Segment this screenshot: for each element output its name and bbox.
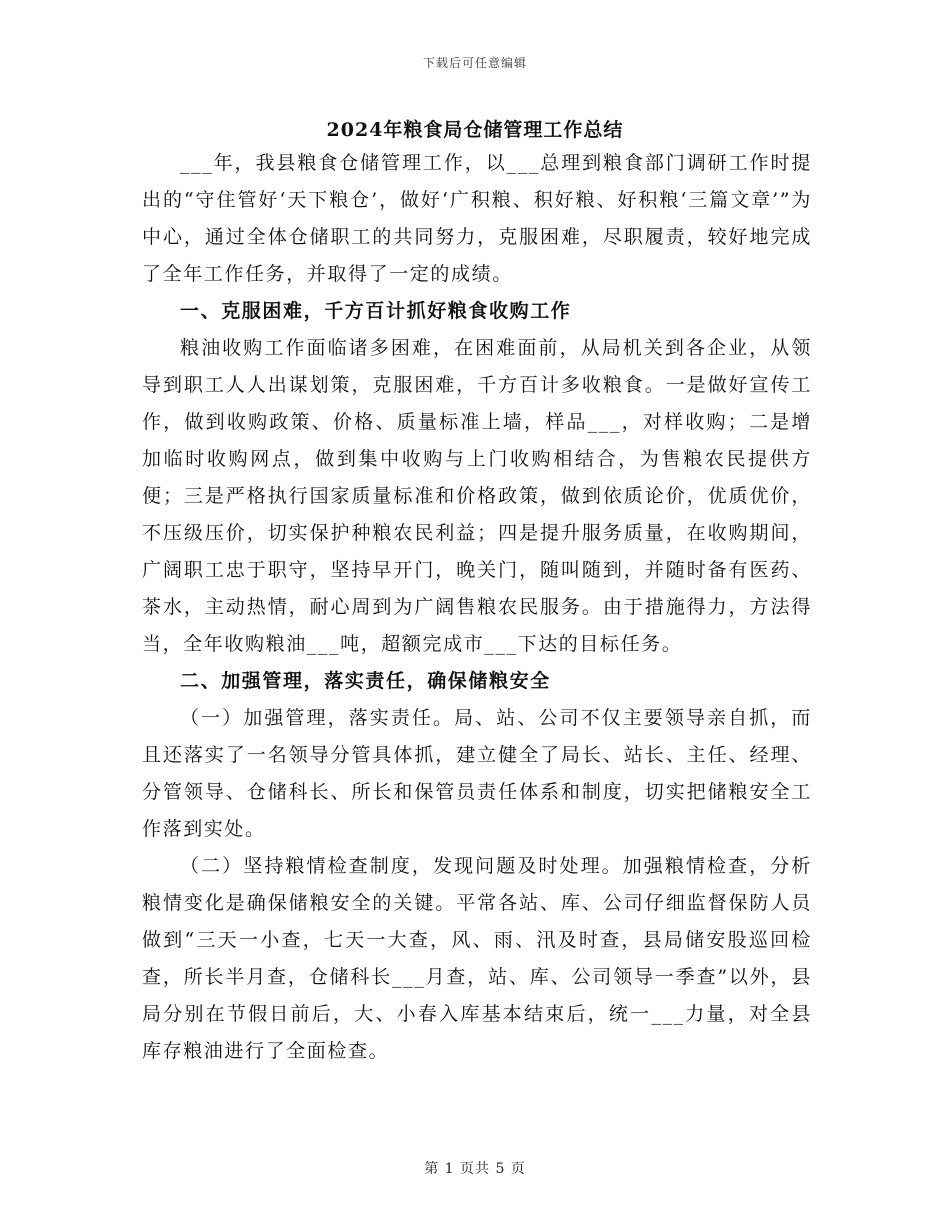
paragraph-management: （一）加强管理，落实责任。局、站、公司不仅主要领导亲自抓，而且还落实了一名领导分管具体抓，建立健全了局长、站长、主任、经理、分管领导、仓储科长、所长和保管员责任体系和制度，切实把储粮安全工作落到实处。 [142, 707, 812, 840]
paragraph-inspection: （二）坚持粮情检查制度，发现问题及时处理。加强粮情检查，分析粮情变化是确保储粮安全的关键。平常各站、库、公司仔细监督保防人员做到“三天一小查，七天一大查，风、雨、汛及时查，县局储安股巡回检查，所长半月查，仓储科长___月查，站、库、公司领导一季查”以外，县局分别在节假日前后，大、小春入库基本结束后，统一___力量，对全县库存粮油进行了全面检查。 [142, 855, 812, 1062]
section-heading-2: 二、加强管理，落实责任，确保储粮安全 [180, 670, 551, 692]
section-heading-1: 一、克服困难，千方百计抓好粮食收购工作 [180, 300, 572, 322]
header-note: 下载后可任意编辑 [422, 56, 527, 70]
paragraph-intro: ___年，我县粮食仓储管理工作，以___总理到粮食部门调研工作时提出的“守住管好‘天下粮仓’，做好‘广积粮、积好粮、好积粮‘三篇文章’”为中心，通过全体仓储职工的共同努力，克服困难，尽职履责，较好地完成了全年工作任务，并取得了一定的成绩。 [142, 152, 812, 285]
document-body [142, 145, 812, 1070]
document-title: 2024年粮食局仓储管理工作总结 [326, 119, 624, 141]
page-number: 第 1 页共 5 页 [424, 1161, 526, 1177]
paragraph-purchase: 粮油收购工作面临诸多困难，在困难面前，从局机关到各企业，从领导到职工人人出谋划策，克服困难，千方百计多收粮食。一是做好宣传工作，做到收购政策、价格、质量标准上墙，样品___，对样收购；二是增加临时收购网点，做到集中收购与上门收购相结合，为售粮农民提供方便；三是严格执行国家质量标准和价格政策，做到依质论价，优质优价，不压级压价，切实保护种粮农民利益；四是提升服务质量，在收购期间，广阔职工忠于职守，坚持早开门，晚关门，随叫随到，并随时备有医药、茶水，主动热情，耐心周到为广阔售粮农民服务。由于措施得力，方法得当，全年收购粮油___吨，超额完成市___下达的目标任务。 [142, 337, 812, 655]
